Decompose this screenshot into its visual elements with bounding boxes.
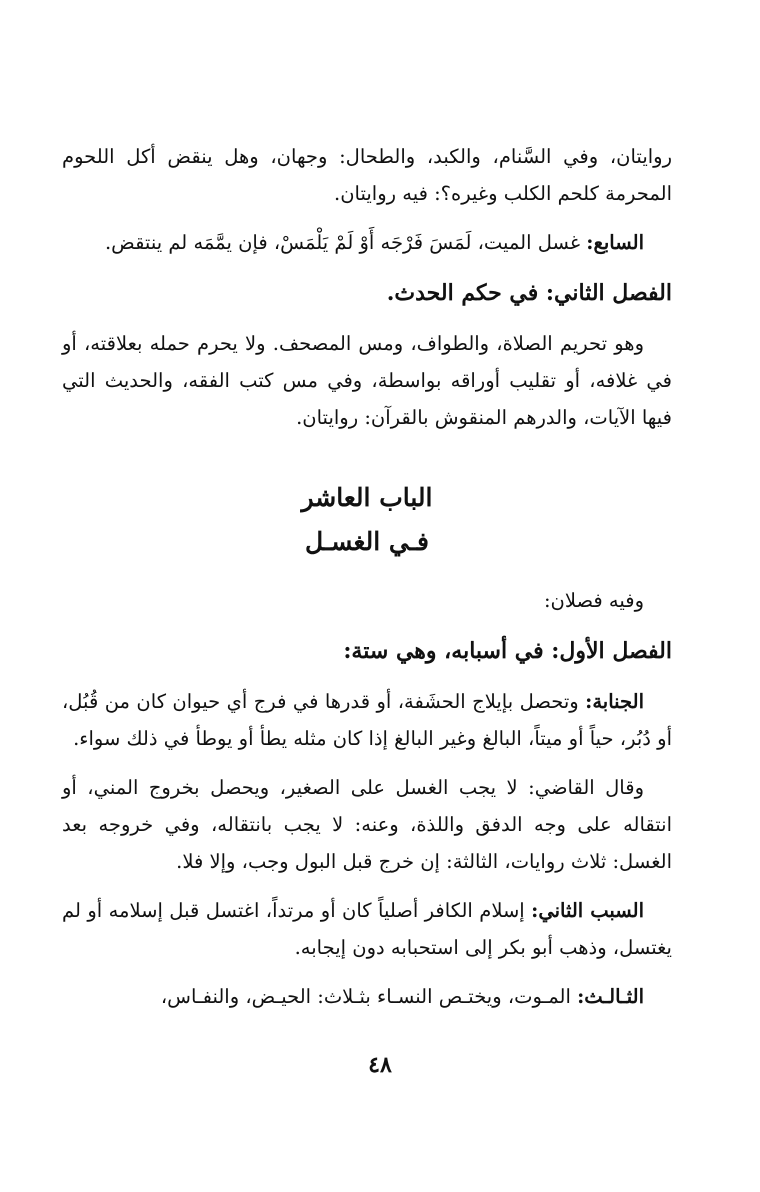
paragraph-lead: السبب الثاني: bbox=[531, 899, 645, 922]
section-heading-lead: الفصل الثاني: bbox=[545, 280, 672, 306]
paragraph-text: روايتان، وفي السَّنام، والكبد، والطحال: وجهان، وهل ينقض أكل اللحوم المحرمة كلحم الكلب وغيره؟: فيه روايتان. bbox=[62, 145, 672, 205]
paragraph-text: إسلام الكافر أصلياً كان أو مرتداً، اغتسل قبل إسلامه أو لم يغتسل، وذهب أبو بكر إلى استحبابه دون إيجابه. bbox=[62, 899, 672, 959]
paragraph-lead: السابع: bbox=[586, 231, 644, 254]
paragraph-janaba bbox=[62, 683, 672, 757]
paragraph-rawayatan bbox=[62, 138, 672, 212]
paragraph-qadi bbox=[62, 769, 672, 880]
paragraph-text: المـوت، ويختـص النسـاء بثـلاث: الحيـض، والنفـاس، bbox=[160, 985, 578, 1008]
chapter-subtitle: فـي الغسـل bbox=[305, 527, 429, 556]
book-page bbox=[62, 138, 672, 1027]
section-heading-lead: الفصل الأول: bbox=[551, 638, 672, 664]
section-heading-causes bbox=[62, 631, 672, 671]
paragraph-text: وقال القاضي: لا يجب الغسل على الصغير، ويحصل بخروج المني، أو انتقاله على وجه الدفق واللذة، وعنه: لا يجب بانتقاله، وفي خروجه بعد الغسل: ثلاث روايات، الثالثة: إن خرج قبل البول وجب، وإلا فلا. bbox=[62, 776, 672, 873]
intro-text: وفيه فصلان: bbox=[543, 589, 644, 612]
page-number: ٤٨ bbox=[368, 1052, 392, 1078]
section-heading-tail: في أسبابه، وهي ستة: bbox=[343, 638, 552, 664]
paragraph-second-cause bbox=[62, 892, 672, 966]
paragraph-text: غسل الميت، لَمَسَ فَرْجَه أَوْ لَمْ يَلْمَسْ، فإن يمَّمَه لم ينتقض. bbox=[104, 231, 587, 254]
paragraph-text: وتحصل بإيلاج الحشَفة، أو قدرها في فرج أي حيوان كان من قُبُل، أو دُبُر، حياً أو ميتاً، البالغ وغير البالغ إذا كان مثله يطأ أو يوطأ في ذلك سواء. bbox=[62, 690, 672, 750]
section-heading-tail: في حكم الحدث. bbox=[386, 280, 546, 306]
section-heading-hadath bbox=[62, 273, 672, 313]
paragraph-third-cause bbox=[62, 978, 672, 1015]
paragraph-lead: الجنابة: bbox=[585, 690, 644, 713]
chapter-title: الباب العاشر bbox=[301, 483, 433, 512]
paragraph-text: وهو تحريم الصلاة، والطواف، ومس المصحف. ولا يحرم حمله بعلاقته، أو في غلافه، أو تقليب أوراقه بواسطة، وفي مس كتب الفقه، والحديث التي فيها الآيات، والدرهم المنقوش بالقرآن: روايتان. bbox=[62, 332, 672, 429]
paragraph-seventh bbox=[62, 224, 672, 261]
paragraph-lead: الثـالـث: bbox=[577, 985, 644, 1008]
intro-line bbox=[62, 582, 672, 619]
paragraph-hadath bbox=[62, 325, 672, 436]
